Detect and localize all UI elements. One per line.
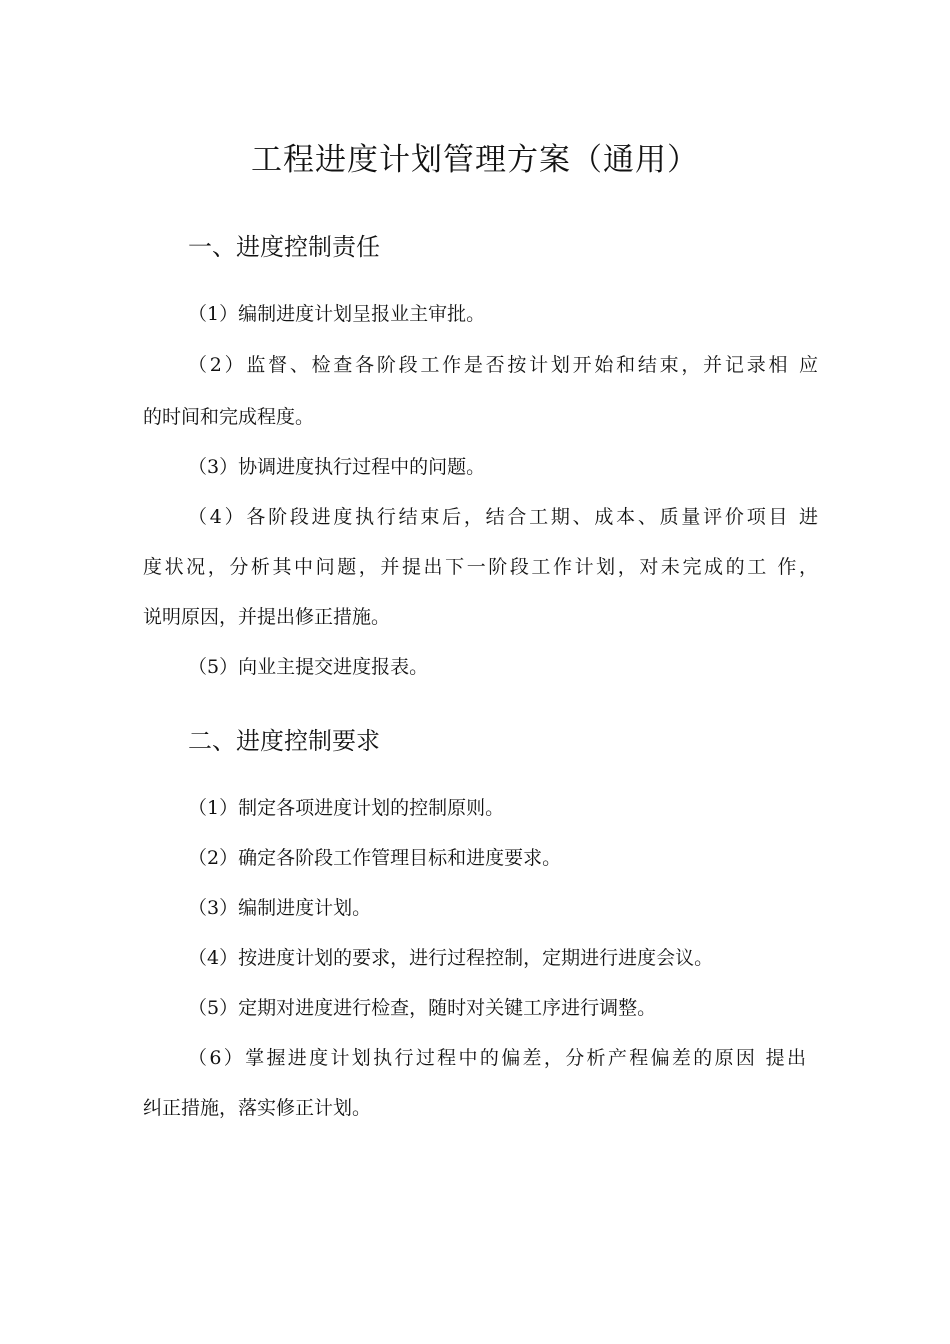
section-heading-requirements: 二、进度控制要求 bbox=[188, 727, 380, 755]
paragraph-line: （6）掌握进度计划执行过程中的偏差，分析产程偏差的原因 提出 bbox=[188, 1047, 806, 1069]
document-title: 工程进度计划管理方案（通用） bbox=[251, 142, 699, 178]
paragraph-line: （5）向业主提交进度报表。 bbox=[188, 656, 429, 678]
paragraph-line: 纠正措施，落实修正计划。 bbox=[143, 1097, 372, 1119]
section-heading-responsibility: 一、进度控制责任 bbox=[188, 233, 380, 261]
paragraph-line: （2）监督、检查各阶段工作是否按计划开始和结束，并记录相 应 bbox=[188, 354, 818, 376]
paragraph-line: （4）按进度计划的要求，进行过程控制，定期进行进度会议。 bbox=[188, 947, 714, 969]
paragraph-line: （5）定期对进度进行检查，随时对关键工序进行调整。 bbox=[188, 997, 657, 1019]
paragraph-line: 的时间和完成程度。 bbox=[143, 406, 315, 428]
paragraph-line: 度状况，分析其中问题，并提出下一阶段工作计划，对未完成的工 作， bbox=[143, 556, 818, 578]
paragraph-line: （3）协调进度执行过程中的问题。 bbox=[188, 456, 486, 478]
paragraph-line: 说明原因，并提出修正措施。 bbox=[143, 606, 391, 628]
paragraph-line: （1）编制进度计划呈报业主审批。 bbox=[188, 303, 486, 325]
paragraph-line: （1）制定各项进度计划的控制原则。 bbox=[188, 797, 505, 819]
paragraph-line: （3）编制进度计划。 bbox=[188, 897, 372, 919]
paragraph-line: （4）各阶段进度执行结束后，结合工期、成本、质量评价项目 进 bbox=[188, 506, 818, 528]
paragraph-line: （2）确定各阶段工作管理目标和进度要求。 bbox=[188, 847, 562, 869]
